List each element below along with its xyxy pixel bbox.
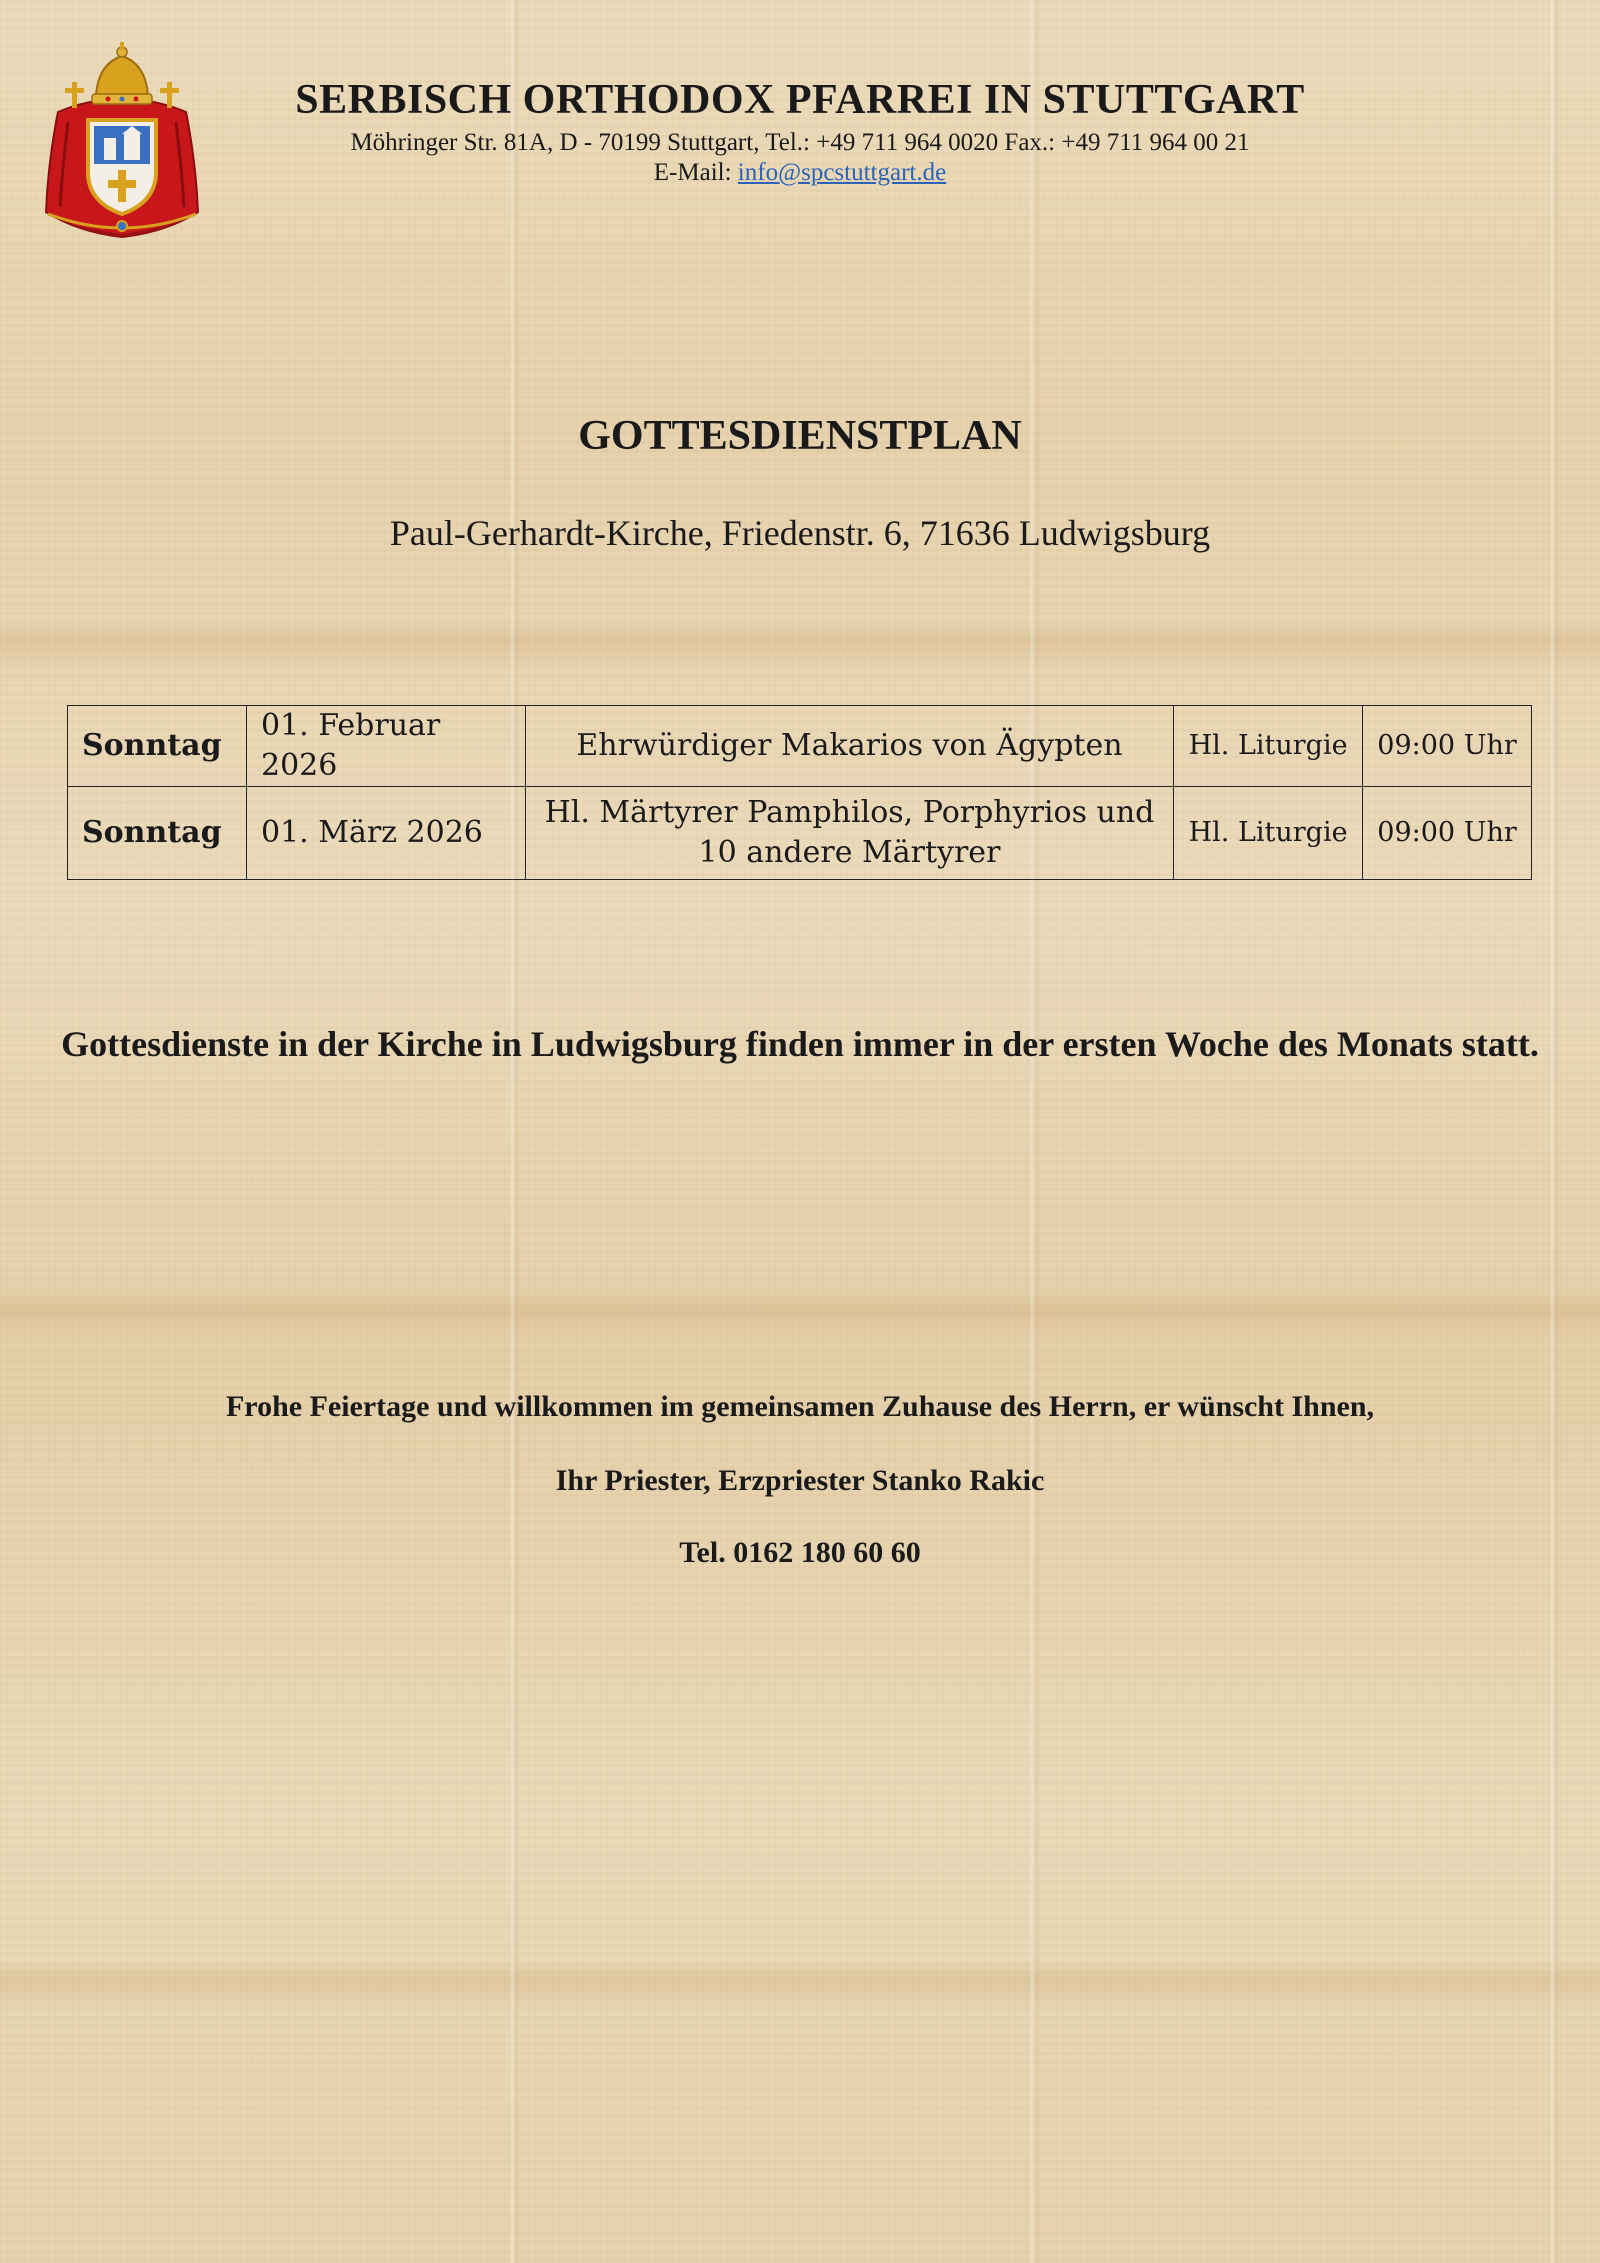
service-schedule-table	[67, 705, 1532, 880]
email-label: E-Mail:	[653, 159, 738, 186]
day-cell: Sonntag	[68, 787, 247, 880]
feast-cell: Ehrwürdiger Makarios von Ägypten	[525, 706, 1173, 787]
feast-cell: Hl. Märtyrer Pamphilos, Porphyrios und 10 andere Märtyrer	[525, 787, 1173, 880]
service-cell: Hl. Liturgie	[1174, 706, 1363, 787]
time-cell: 09:00 Uhr	[1363, 787, 1532, 880]
letterhead	[240, 72, 1360, 188]
table-row	[68, 787, 1532, 880]
schedule-note: Gottesdienste in der Kirche in Ludwigsburg finden immer in der ersten Woche des Monats statt.	[61, 1024, 1539, 1064]
email-link[interactable]: info@spcstuttgart.de	[737, 159, 947, 186]
parish-address: Möhringer Str. 81A, D - 70199 Stuttgart, Tel.: +49 711 964 0020 Fax.: +49 711 964 00 21	[350, 129, 1250, 156]
venue-address: Paul-Gerhardt-Kirche, Friedenstr. 6, 71636 Ludwigsburg	[389, 513, 1211, 553]
time-cell: 09:00 Uhr	[1363, 706, 1532, 787]
closing-greeting: Frohe Feiertage und willkommen im gemeinsamen Zuhause des Herrn, er wünscht Ihnen,	[225, 1390, 1375, 1423]
day-cell: Sonntag	[68, 706, 247, 787]
date-cell: 01. März 2026	[246, 787, 525, 880]
parish-name: SERBISCH ORTHODOX PFARREI IN STUTTGART	[295, 77, 1305, 123]
priest-phone: Tel. 0162 180 60 60	[679, 1536, 921, 1569]
service-cell: Hl. Liturgie	[1174, 787, 1363, 880]
church-coat-of-arms-logo	[38, 42, 206, 240]
page-title: GOTTESDIENSTPLAN	[578, 413, 1022, 459]
table-row	[68, 706, 1532, 787]
email-line	[240, 158, 1360, 188]
priest-signature: Ihr Priester, Erzpriester Stanko Rakic	[555, 1464, 1045, 1497]
date-cell: 01. Februar 2026	[246, 706, 525, 787]
